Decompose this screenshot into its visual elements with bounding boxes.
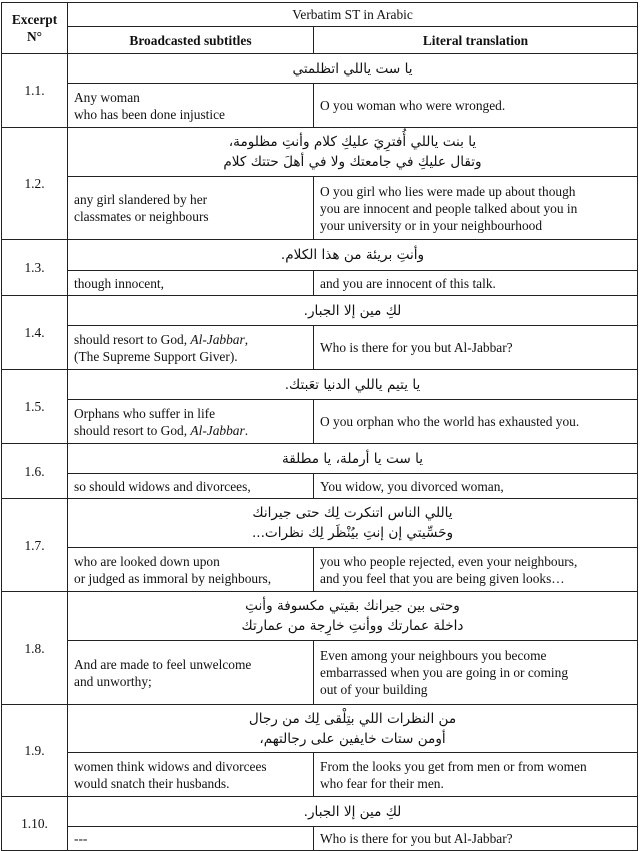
subtitle-line (74, 830, 307, 847)
excerpt-arabic-row (2, 705, 638, 753)
literal-translation (314, 400, 638, 444)
arabic-line: وحتى بين جيرانك بقيتي مكسوفة وأنتِ (245, 598, 460, 614)
broadcast-subtitle (68, 827, 314, 851)
subtitle-text: who has been done injustice (74, 106, 225, 122)
literal-line: out of your building (320, 682, 428, 697)
arabic-line: وتقال عليكِ في جامعتك ولا في أهلَ حتتك كلام (223, 154, 482, 170)
literal-line: Who is there for you but Al-Jabbar? (320, 831, 513, 846)
arabic-source-text (68, 499, 638, 548)
subtitle-text: so should widows and divorcees, (74, 478, 251, 494)
subtitle-text: should resort to God, (74, 331, 191, 347)
header-row-bottom (2, 27, 638, 54)
header-literal: Literal translation (314, 27, 638, 54)
excerpt-number: 1.8. (2, 592, 68, 705)
literal-translation (314, 177, 638, 240)
literal-line: O you woman who were wronged. (320, 98, 506, 113)
subtitle-text: --- (74, 831, 88, 846)
subtitle-line (74, 673, 307, 690)
excerpt-arabic-row (2, 54, 638, 84)
subtitle-line (74, 331, 307, 348)
literal-translation (314, 474, 638, 499)
broadcast-subtitle (68, 548, 314, 592)
arabic-line: ياللي الناس اتنكرت لِك حتى جيرانك (252, 505, 453, 521)
subtitle-line (74, 191, 307, 208)
subtitle-line (74, 570, 307, 587)
subtitle-text: Any woman (74, 89, 140, 105)
literal-line: embarrassed when you are going in or coming (320, 665, 569, 680)
arabic-source-text (68, 54, 638, 84)
subtitle-line (74, 478, 307, 495)
literal-translation (314, 271, 638, 296)
subtitle-text: any girl slandered by her (74, 192, 208, 207)
excerpt-translation-row (2, 326, 638, 370)
arabic-source-text (68, 370, 638, 400)
subtitle-italic-term: Al-Jabbar (190, 422, 245, 438)
header-excerpt-line: N° (26, 29, 43, 44)
excerpt-arabic-row (2, 296, 638, 326)
header-broadcast: Broadcasted subtitles (68, 27, 314, 54)
excerpt-arabic-row (2, 797, 638, 827)
excerpt-arabic-row (2, 592, 638, 641)
excerpt-translation-row (2, 177, 638, 240)
excerpt-number: 1.6. (2, 444, 68, 499)
arabic-line: يا يتيم ياللي الدنيا تعَبتك. (284, 376, 421, 393)
literal-translation (314, 827, 638, 851)
broadcast-subtitle (68, 400, 314, 444)
arabic-line: داخلة عمارتك ووأنتِ خارِجة من عمارتك (241, 618, 464, 634)
literal-translation (314, 84, 638, 128)
literal-line: you are innocent and people talked about you in (320, 200, 578, 216)
literal-line: you who people rejected, even your neighbours, (320, 553, 578, 569)
subtitle-line (74, 275, 307, 292)
subtitle-line (74, 656, 307, 673)
literal-line: your university or in your neighbourhood (320, 217, 543, 233)
header-st-arabic: Verbatim ST in Arabic (68, 3, 638, 27)
subtitle-text: who are looked down upon (74, 553, 220, 569)
literal-line: and you are innocent of this talk. (320, 275, 496, 291)
subtitle-text: Orphans who suffer in life (74, 405, 216, 421)
literal-translation (314, 641, 638, 705)
excerpt-translation-row (2, 753, 638, 797)
broadcast-subtitle (68, 753, 314, 797)
subtitle-text: should resort to God, (74, 422, 191, 438)
subtitle-text: women think widows and divorcees (74, 758, 267, 774)
arabic-line: وأنتِ بريئة من هذا الكلام. (280, 247, 425, 263)
subtitle-text: and unworthy; (74, 673, 152, 689)
arabic-line: وحَسِّيتي إن إنتِ بيُنْظَر لِك نظرات... (251, 525, 454, 541)
arabic-source-text (68, 240, 638, 271)
subtitle-text: would snatch their husbands. (74, 775, 230, 791)
arabic-line: يا ست ياللي اتظلمتي (292, 60, 413, 77)
excerpt-translation-row (2, 548, 638, 592)
excerpt-number: 1.7. (2, 499, 68, 592)
subtitle-text: . (244, 422, 249, 438)
arabic-source-text (68, 444, 638, 474)
excerpt-number: 1.5. (2, 370, 68, 444)
subtitle-line (74, 89, 307, 106)
subtitle-text: though innocent, (74, 275, 165, 291)
arabic-source-text (68, 797, 638, 827)
subtitle-line (74, 208, 307, 225)
broadcast-subtitle (68, 326, 314, 370)
excerpt-arabic-row (2, 444, 638, 474)
subtitle-text: (The Supreme Support Giver). (74, 348, 238, 364)
subtitle-text: or judged as immoral by neighbours, (74, 570, 272, 586)
arabic-source-text (68, 705, 638, 753)
excerpt-translation-row (2, 271, 638, 296)
subtitle-text: classmates or neighbours (74, 209, 209, 224)
arabic-line: لكِ مين إلا الجبار. (303, 302, 402, 319)
excerpt-arabic-row (2, 499, 638, 548)
subtitle-text: , (244, 331, 249, 347)
excerpt-number: 1.3. (2, 240, 68, 296)
excerpt-table (1, 2, 638, 851)
excerpt-number: 1.10. (2, 797, 68, 851)
subtitle-line (74, 553, 307, 570)
excerpt-arabic-row (2, 128, 638, 177)
header-excerpt-line: Excerpt (11, 12, 58, 27)
excerpt-arabic-row (2, 240, 638, 271)
excerpt-arabic-row (2, 370, 638, 400)
literal-line: and you feel that you are being given looks… (320, 570, 565, 586)
subtitle-italic-term: Al-Jabbar (190, 331, 245, 347)
excerpt-translation-row (2, 84, 638, 128)
arabic-line: أومن ستات خايفين على رجالتهم، (259, 730, 446, 747)
subtitle-line (74, 106, 307, 123)
literal-line: Even among your neighbours you become (320, 648, 547, 663)
broadcast-subtitle (68, 84, 314, 128)
subtitle-line (74, 758, 307, 775)
excerpt-number: 1.9. (2, 705, 68, 797)
literal-translation (314, 326, 638, 370)
arabic-source-text (68, 592, 638, 641)
excerpt-number: 1.4. (2, 296, 68, 370)
arabic-source-text (68, 296, 638, 326)
excerpt-translation-row (2, 400, 638, 444)
excerpt-number: 1.1. (2, 54, 68, 128)
arabic-source-text (68, 128, 638, 177)
literal-line: From the looks you get from men or from women (320, 758, 587, 774)
literal-line: who fear for their men. (320, 775, 444, 791)
literal-line: O you orphan who the world has exhausted you. (320, 414, 580, 429)
arabic-line: يا ست يا أرملة، يا مطلقة (281, 450, 423, 467)
excerpt-translation-row (2, 827, 638, 851)
arabic-line: لكِ مين إلا الجبار. (303, 803, 402, 820)
subtitle-line (74, 422, 307, 439)
broadcast-subtitle (68, 474, 314, 499)
arabic-line: من النظرات اللي بتِلْقى لِك من رجال (248, 710, 457, 727)
excerpt-translation-row (2, 474, 638, 499)
broadcast-subtitle (68, 271, 314, 296)
subtitle-line (74, 775, 307, 792)
literal-translation (314, 548, 638, 592)
excerpt-translation-row (2, 641, 638, 705)
subtitle-line (74, 405, 307, 422)
broadcast-subtitle (68, 177, 314, 240)
literal-line: You widow, you divorced woman, (320, 478, 504, 494)
literal-translation (314, 753, 638, 797)
literal-line: Who is there for you but Al-Jabbar? (320, 340, 513, 355)
excerpt-number: 1.2. (2, 128, 68, 240)
literal-line: O you girl who lies were made up about though (320, 183, 576, 199)
header-excerpt (2, 3, 68, 54)
broadcast-subtitle (68, 641, 314, 705)
subtitle-text: And are made to feel unwelcome (74, 656, 252, 672)
header-row-top (2, 3, 638, 27)
subtitle-line (74, 348, 307, 365)
arabic-line: يا بنت ياللي أُفترِيَ عليكِ كلام وأنتِ مظلومة، (228, 134, 477, 150)
